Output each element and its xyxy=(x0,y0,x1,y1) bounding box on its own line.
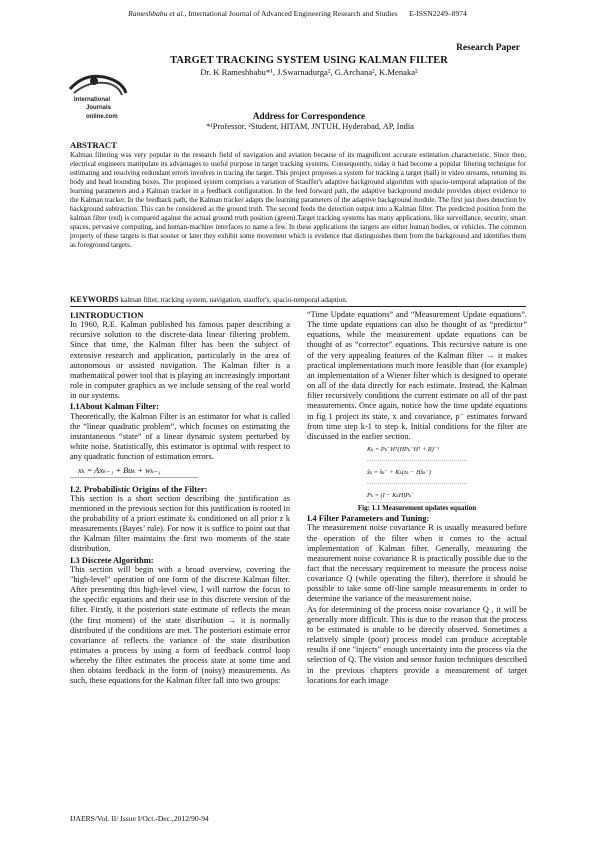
figure-caption: Fig: 1.1 Measurement updates equation xyxy=(357,504,477,513)
section-1-3-text: This section will begin with a broad overview, covering the "high-level" operation of one form of the discrete Kalman filter. After presenting this high-level view, I will narrow the focus to the specific equations and their use in this discrete version of the filter. Firstly, it the posteriori state estimate of reflects the mean (the first moment) of the state distribution → it is normally distributed if the conditions are met. The posteriori estimate error covariance of reflects the variance of the state distribution estimates a process by using a form of feedback control loop whereby the filter estimates the process state at some time and then obtains feedback in the form of (noisy) measurements. As such, these equations for the Kalman filter fall into two groups: xyxy=(70,564,290,686)
section-1-1-heading: I.1About Kalman Filter: xyxy=(70,401,160,412)
section-1-3-heading: I.3 Discrete Algorithm: xyxy=(70,554,154,565)
section-1-4-text-1: The measurement noise covariance R is usually measured before the operation of the filter when it comes to the actual implementation of Kalman filter. Generally, measuring the measurement noise covariance R is practically possible due to the fact that the necessary requirement to measure the process noise covariance Q (while operating the filter), therefore it should be possible to take some off-line sample measurements in order to determine the variance of the measurement noise. xyxy=(307,523,527,604)
section-1-2-heading: I.2. Probabilistic Origins of the Filter: xyxy=(70,483,208,494)
running-header-issn: E-ISSN2249–8974 xyxy=(409,9,467,18)
paper-title: TARGET TRACKING SYSTEM USING KALMAN FILTER xyxy=(170,55,448,66)
section-divider xyxy=(70,306,526,307)
intro-heading: I.INTRODUCTION xyxy=(70,310,144,320)
author-list: Dr. K Rameshbabu*¹, J.Swarnadurga², G.Archana², K.Menaka² xyxy=(200,67,418,77)
affiliation: *¹Professor, ²Student, HITAM, JNTUH, Hyderabad, AP, India xyxy=(206,122,414,131)
section-1-2-text: This section is a short section describing the justification as mentioned in the previous section for this justification is rooted in the probability of a priori estimate x̂ₖ conditioned on all prior z k measurements (Bayes’ rule). For now it is suffice to point out that the Kalman filter maintains the first two moments of the state distribution, xyxy=(70,493,290,554)
correspondence-heading: Address for Correspondence xyxy=(252,111,366,121)
running-header-authors: Rameshbabu et al. xyxy=(128,9,185,18)
logo-text-1: International xyxy=(74,97,111,103)
page-footer: IJAERS/Vol. II/ Issue I/Oct.-Dec.,2012/90-94 xyxy=(70,814,209,823)
section-1-4-heading: I.4 Filter Parameters and Tuning: xyxy=(307,513,430,524)
figure-equation-gain: Kₖ = Pₖ⁻Hᵀ(HPₖ⁻Hᵀ + R)⁻¹ xyxy=(367,446,467,461)
keywords-text: kalman filter, tracking system, navigation, stauffer's, spacio-temporal adaption. xyxy=(118,296,348,304)
paper-type: Research Paper xyxy=(456,43,520,53)
figure-equation-covariance: Pₖ = (I − KₖH)Pₖ⁻ xyxy=(367,484,467,503)
state-equation: xₖ = Axₖ₋₁ + Buₖ + wₖ₋₁ xyxy=(70,466,198,477)
right-column xyxy=(307,310,527,686)
figure-equation-state: x̂ₖ = x̂ₖ⁻ + Kₖ(zₖ − Hx̂ₖ⁻) xyxy=(367,461,467,484)
intro-text: In 1960, R.E. Kalman published his famous paper describing a recursive solution to the discrete-data linear filtering problem. Since that time, the Kalman filter has been the subject of extensive research and application, particularly in the area of autonomous or assisted navigation. The Kalman filter is a mathematical power tool that is playing an increasingly important role in computer graphics as we include sensing of the real world in our systems. xyxy=(70,320,290,401)
abstract-body: Kalman filtering was very popular in the research field of navigation and aviation because of its magnificent accurate estimation characteristic. Since then, electrical engineers manipulate its advantages to useful purpose in target tracking systems. Consequently, today it had become a popular filtering technique for estimating and resolving redundant errors involves in tracing the target. This project proposes a system for tracking a target (ball) in video streams, returning its body and head bounding boxes. The proposed system comprises a variation of Stauffer's adaptive background algorithm with spacio-temporal adaptation of the learning parameters and a Kalman tracker in a feedback configuration. In the feed forward path, the adaptive background module provides object evidence to the Kalman tracker. In the feedback path, the Kalman tracker adapts the learning parameters of the adaptive background module. The first just does detection by background subtraction. This can be considered as the ground truth. The second feeds the detection output into a Kalman filter. The predicted position from the kalman filter (red) is compared against the actual ground truth position (green).Target tracking systems has many applications, like surveillance, security, smart spaces, pervasive computing, and human-machine interfaces to name a few. In these applications the targets are either human bodies, or vehicles. The common property of these targets is that sooner or later they exhibit some movement which is evidence that distinguishes them from the background and identifies them as foreground targets. xyxy=(70,151,526,250)
section-1-1-text: Theoretically, the Kalman Filter is an estimator for what is called the “linear quadratic problem”, which focuses on estimating the instantaneous “state” of a linear dynamic system perturbed by white noise. Statistically, this estimator is optimal with respect to any quadratic function of estimation errors. xyxy=(70,411,290,462)
measurement-update-figure xyxy=(367,446,467,503)
keywords-label: KEYWORDS xyxy=(70,295,119,304)
left-column xyxy=(70,310,290,687)
journal-logo xyxy=(64,67,132,125)
section-1-4-text-2: As for determining of the process noise covariance Q , it will be generally more difficult. This is due to the reason that the process to be estimated is unable to be directly observed. Sometimes a relatively simple (poor) process model can produce acceptable results if one "injects" enough uncertainty into the process via the selection of Q. The vision and sensor fusion techniques described in the previous chapters provide a measurement of target locations for each image xyxy=(307,604,527,685)
keywords xyxy=(70,295,526,304)
abstract-heading: ABSTRACT xyxy=(70,140,117,150)
logo-text-2: Journals xyxy=(86,105,112,111)
running-header-journal: International Journal of Advanced Engineering Research and Studies xyxy=(188,9,398,18)
logo-text-3: online.com xyxy=(86,114,118,120)
continued-text: “Time Update equations” and “Measurement Update equations”. The time update equations can also be thought of as “predictor” equations, while the measurement update equations can be thought of as “corrector” equations. This recursive nature is one of the very appealing features of the Kalman filter → it makes practical implementations much more feasible than (for example) an implementation of a Wiener filter which is designed to operate on all of the data directly for each estimate. Instead, the Kalman filter recursively conditions the current estimate on all of the past measurements. Once again, notice how the time update equations in fig 1 project its state, x and covariance, p⁻ estimates forward from time step k-1 to step k. Initial conditions for the filter are discussed in the earlier section. xyxy=(307,310,527,441)
running-header: Rameshbabu et al., International Journal of Advanced Engineering Research and Studies E-ISSN2249–8974 xyxy=(128,9,467,18)
